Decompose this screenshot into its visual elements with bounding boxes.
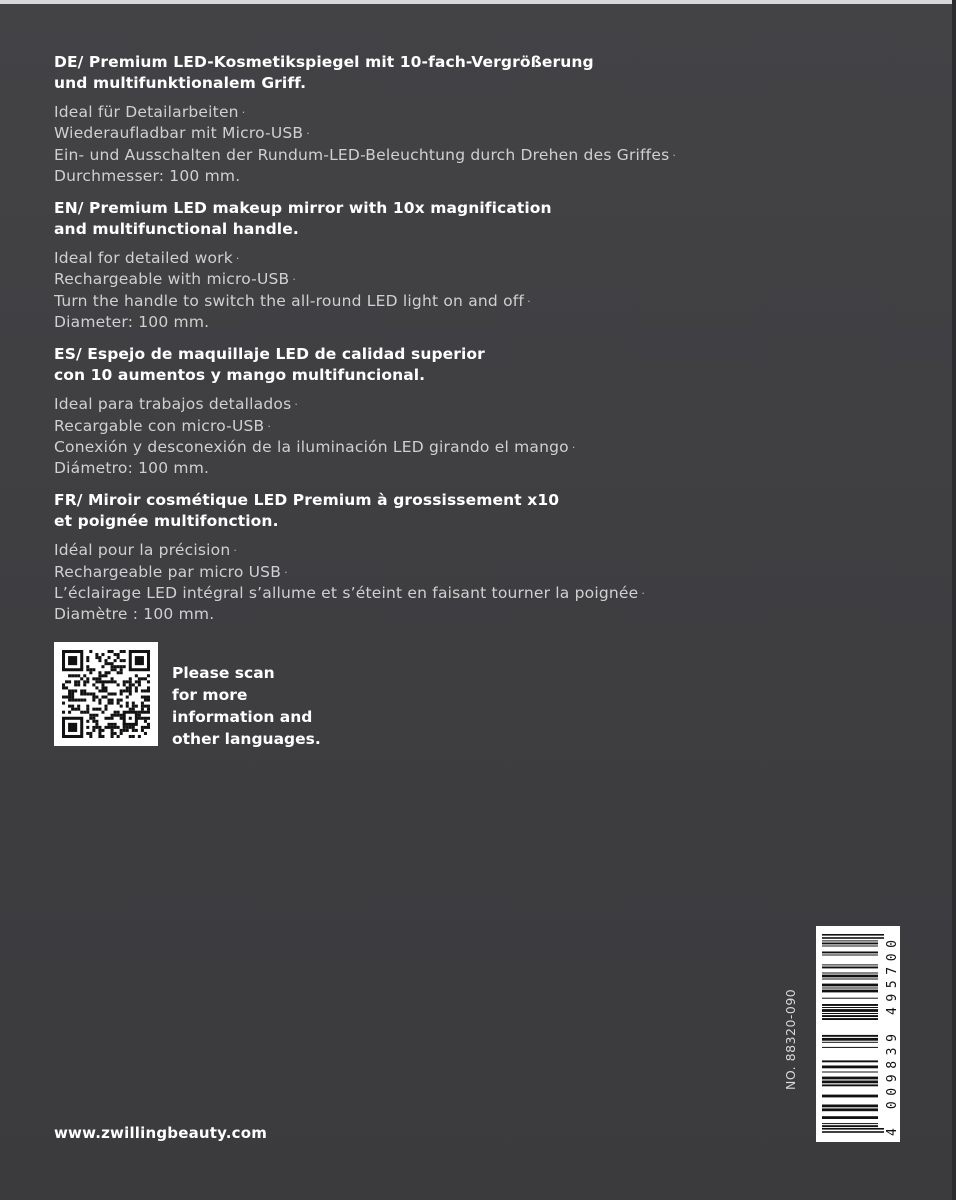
barcode-icon xyxy=(816,926,900,1142)
heading-line: FR/ Miroir cosmétique LED Premium à grossissement x10 xyxy=(54,491,560,510)
feature-text: Ein- und Ausschalten der Rundum-LED-Beleuchtung durch Drehen des Griffes xyxy=(54,145,670,164)
heading-line: con 10 aumentos y mango multifuncional. xyxy=(54,366,426,385)
bullet-dot: · xyxy=(267,419,272,433)
qr-caption-line: for more xyxy=(172,686,248,704)
feature-text: Conexión y desconexión de la iluminación LED girando el mango xyxy=(54,438,569,457)
feature-text: Rechargeable with micro-USB xyxy=(54,270,290,289)
section-heading xyxy=(54,344,814,386)
website-url: www.zwillingbeauty.com xyxy=(54,1124,268,1142)
feature-item xyxy=(54,123,814,144)
feature-text: Diámetro: 100 mm. xyxy=(54,459,210,478)
feature-list xyxy=(54,248,814,333)
feature-text: Ideal for detailed work xyxy=(54,249,233,268)
qr-caption-line: other languages. xyxy=(172,730,321,748)
feature-text: Idéal pour la précision xyxy=(54,541,231,560)
feature-item xyxy=(54,583,814,604)
bullet-dot: · xyxy=(641,587,646,601)
qr-section xyxy=(54,642,342,750)
heading-line: DE/ Premium LED-Kosmetikspiegel mit 10-fach-Vergrößerung xyxy=(54,53,594,71)
feature-item xyxy=(54,102,814,123)
section-en xyxy=(54,198,814,333)
feature-item xyxy=(54,437,814,458)
panel-top-edge xyxy=(0,0,956,4)
panel-right-edge xyxy=(952,0,956,1200)
section-heading xyxy=(54,52,814,94)
feature-text: Wiederaufladbar mit Micro-USB xyxy=(54,124,304,143)
section-de xyxy=(54,52,814,187)
section-es xyxy=(54,344,814,479)
bullet-dot: · xyxy=(241,106,246,119)
feature-text: Recargable con micro-USB xyxy=(54,416,265,435)
article-number: NO. 88320-090 xyxy=(783,988,798,1090)
feature-text: Durchmesser: 100 mm. xyxy=(54,166,241,185)
feature-item xyxy=(54,394,814,415)
qr-code-icon xyxy=(62,650,150,738)
heading-line: and multifunctional handle. xyxy=(54,220,299,239)
bullet-dot: · xyxy=(527,294,531,308)
feature-item xyxy=(54,604,814,625)
feature-text: Ideal für Detailarbeiten xyxy=(54,103,239,122)
feature-item xyxy=(54,166,814,187)
feature-text: L’éclairage LED intégral s’allume et s’éteint en faisant tourner la poignée xyxy=(54,584,639,603)
section-heading xyxy=(54,198,814,240)
feature-item xyxy=(54,145,814,166)
feature-text: Turn the handle to switch the all-round LED light on and off xyxy=(54,291,525,310)
feature-list xyxy=(54,394,814,479)
feature-list xyxy=(54,102,814,187)
feature-text: Diamètre : 100 mm. xyxy=(54,605,215,624)
bullet-dot: · xyxy=(306,127,310,141)
qr-caption xyxy=(172,662,342,750)
bullet-dot: · xyxy=(294,398,299,412)
barcode-number: 4 009839 495700 xyxy=(885,940,900,1136)
feature-item xyxy=(54,540,814,561)
heading-line: ES/ Espejo de maquillaje LED de calidad superior xyxy=(54,345,485,364)
bullet-dot: · xyxy=(235,252,240,266)
bullet-dot: · xyxy=(672,148,677,162)
feature-item xyxy=(54,458,814,479)
heading-line: und multifunktionalem Griff. xyxy=(54,74,307,92)
product-description xyxy=(54,52,814,637)
bullet-dot: · xyxy=(292,273,297,287)
qr-caption-line: Please scan xyxy=(172,664,275,682)
feature-item xyxy=(54,291,814,312)
qr-caption-line: information and xyxy=(172,708,313,726)
feature-text: Ideal para trabajos detallados xyxy=(54,395,292,414)
feature-item xyxy=(54,269,814,290)
feature-item xyxy=(54,312,814,333)
feature-item xyxy=(54,248,814,269)
bullet-dot: · xyxy=(284,565,288,579)
bullet-dot: · xyxy=(571,440,576,454)
barcode xyxy=(816,926,900,1142)
feature-list xyxy=(54,540,814,625)
feature-item xyxy=(54,562,814,583)
section-heading xyxy=(54,490,814,532)
feature-text: Rechargeable par micro USB xyxy=(54,562,282,581)
heading-line: EN/ Premium LED makeup mirror with 10x magnification xyxy=(54,199,552,218)
heading-line: et poignée multifonction. xyxy=(54,512,279,531)
section-fr xyxy=(54,490,814,625)
feature-item xyxy=(54,416,814,437)
qr-code[interactable] xyxy=(54,642,158,746)
bullet-dot: · xyxy=(233,544,238,558)
feature-text: Diameter: 100 mm. xyxy=(54,313,210,332)
